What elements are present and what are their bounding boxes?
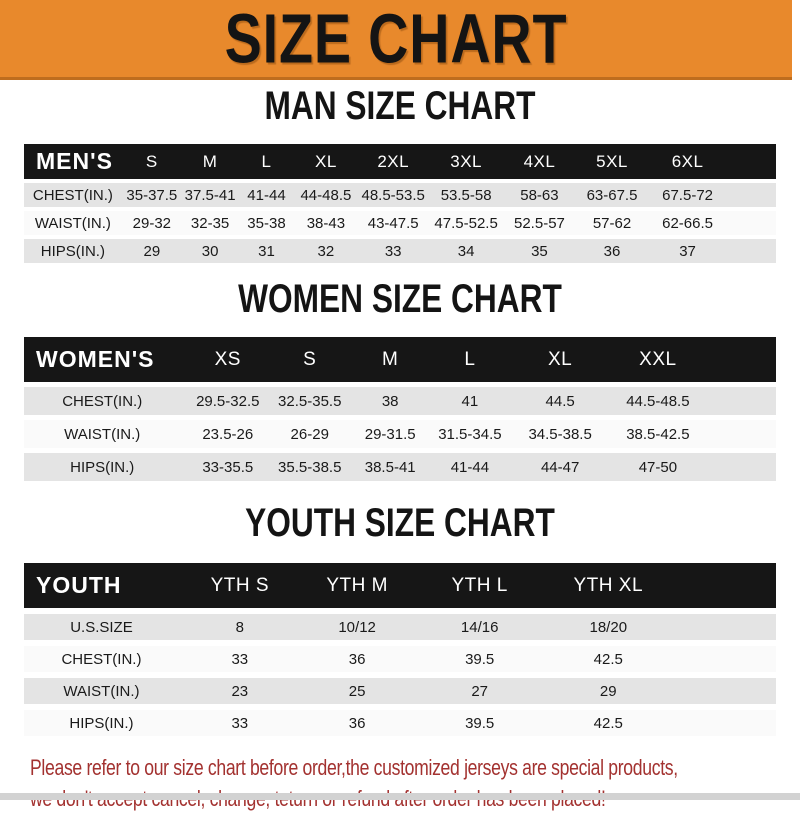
size-value: 29 [143,242,161,260]
size-value: 44-48.5 [300,186,352,204]
size-value: 67.5-72 [662,186,713,204]
women-col-header: L [464,348,476,370]
men-col-header: 4XL [523,151,556,171]
men-table-header-row [24,144,776,179]
size-value: 38 [381,392,399,410]
size-value: 58-63 [520,186,559,204]
size-value: 23.5-26 [202,425,254,443]
row-label: CHEST(IN.) [32,186,113,204]
size-value: 23 [231,682,249,700]
size-value: 42.5 [593,714,623,732]
men-section-heading [0,82,800,134]
men-waist-row [24,211,776,235]
size-value: 33-35.5 [202,458,254,476]
size-value: 35-38 [247,214,286,232]
size-value: 14/16 [460,618,499,636]
size-value: 27 [471,682,489,700]
size-value: 63-67.5 [586,186,638,204]
youth-col-header: YTH L [451,574,508,596]
size-value: 36 [348,714,366,732]
size-value: 18/20 [589,618,628,636]
size-value: 29-31.5 [364,425,416,443]
women-table-header-row [24,337,776,382]
youth-ussize-row [24,614,776,640]
men-col-header: 6XL [671,151,704,171]
women-hips-row [24,453,776,481]
men-col-header: 2XL [377,151,410,171]
men-col-header: S [145,151,158,171]
men-chest-row [24,183,776,207]
row-label: HIPS(IN.) [40,242,105,260]
page-title: SIZE CHART [224,0,568,78]
youth-waist-row [24,678,776,704]
women-table-title: WOMEN'S [36,346,155,372]
size-value: 48.5-53.5 [361,186,425,204]
row-label: HIPS(IN.) [70,458,135,476]
size-value: 47-50 [638,458,678,476]
size-value: 35-37.5 [126,186,178,204]
row-label: WAIST(IN.) [64,425,141,443]
men-size-table [24,144,776,263]
size-value: 52.5-57 [514,214,565,232]
size-value: 39.5 [465,650,495,668]
size-value: 43-47.5 [367,214,419,232]
women-section-heading-text: WOMEN SIZE CHART [238,275,562,321]
size-value: 34.5-38.5 [528,425,592,443]
men-col-header: 5XL [596,151,628,171]
size-value: 29 [599,682,617,700]
size-value: 44.5-48.5 [626,392,690,410]
size-value: 42.5 [593,650,623,668]
row-label: CHEST(IN.) [62,392,143,410]
size-value: 26-29 [290,425,329,443]
size-value: 38-43 [306,214,346,232]
women-col-header: M [382,348,399,370]
youth-table-title: YOUTH [36,572,122,598]
size-value: 38.5-41 [364,458,416,476]
youth-col-header: YTH S [210,574,270,596]
men-col-header: M [202,151,218,171]
youth-section-heading [0,499,800,551]
women-col-header: XL [548,348,573,370]
size-value: 31 [258,242,275,260]
size-value: 39.5 [465,714,495,732]
row-label: U.S.SIZE [70,618,133,636]
size-value: 36 [603,242,621,260]
size-value: 41 [461,392,479,410]
women-waist-row [24,420,776,448]
size-value: 35.5-38.5 [278,458,342,476]
row-label: WAIST(IN.) [63,682,140,700]
women-col-header: XXL [639,348,677,370]
size-value: 30 [201,242,219,260]
size-value: 33 [231,714,249,732]
size-value: 32-35 [190,214,230,232]
youth-size-table [24,563,776,736]
size-value: 33 [231,650,249,668]
youth-hips-row [24,710,776,736]
size-value: 25 [348,682,366,700]
size-value: 29.5-32.5 [196,392,260,410]
men-col-header: XL [314,151,337,171]
women-chest-row [24,387,776,415]
size-value: 41-44 [247,186,286,204]
size-value: 29-32 [132,214,172,232]
men-section-heading-text: MAN SIZE CHART [264,82,536,128]
size-value: 32 [317,242,335,260]
size-value: 57-62 [592,214,632,232]
youth-chest-row [24,646,776,672]
men-col-header: L [261,151,272,171]
women-size-table [24,337,776,481]
size-value: 34 [457,242,475,260]
size-value: 36 [348,650,366,668]
size-value: 62-66.5 [662,214,713,232]
banner [0,0,792,80]
size-value: 10/12 [338,618,376,636]
size-value: 41-44 [450,458,490,476]
size-value: 47.5-52.5 [434,214,498,232]
size-value: 44-47 [540,458,580,476]
bottom-border-strip [0,793,800,800]
youth-col-header: YTH M [326,574,388,596]
men-col-header: 3XL [450,151,482,171]
youth-col-header: YTH XL [573,574,644,596]
row-label: WAIST(IN.) [34,214,111,232]
women-col-header: XS [214,348,241,370]
row-label: HIPS(IN.) [69,714,134,732]
size-value: 31.5-34.5 [438,425,502,443]
size-value: 37 [679,242,696,260]
row-label: CHEST(IN.) [61,650,142,668]
size-value: 37.5-41 [184,186,236,204]
size-value: 38.5-42.5 [626,425,690,443]
youth-table-header-row [24,563,776,608]
women-section-heading [0,275,800,327]
men-hips-row [24,239,776,263]
size-value: 44.5 [545,392,575,410]
size-value: 35 [531,242,548,260]
size-value: 32.5-35.5 [278,392,342,410]
size-value: 8 [235,618,244,636]
size-value: 33 [384,242,402,260]
size-value: 53.5-58 [440,186,492,204]
youth-section-heading-text: YOUTH SIZE CHART [245,499,555,545]
women-col-header: S [303,348,317,370]
men-table-title: MEN'S [36,148,113,174]
disclaimer-line-1: Please refer to our size chart before order,the customized jerseys are special products, [30,755,678,780]
disclaimer [0,752,800,814]
